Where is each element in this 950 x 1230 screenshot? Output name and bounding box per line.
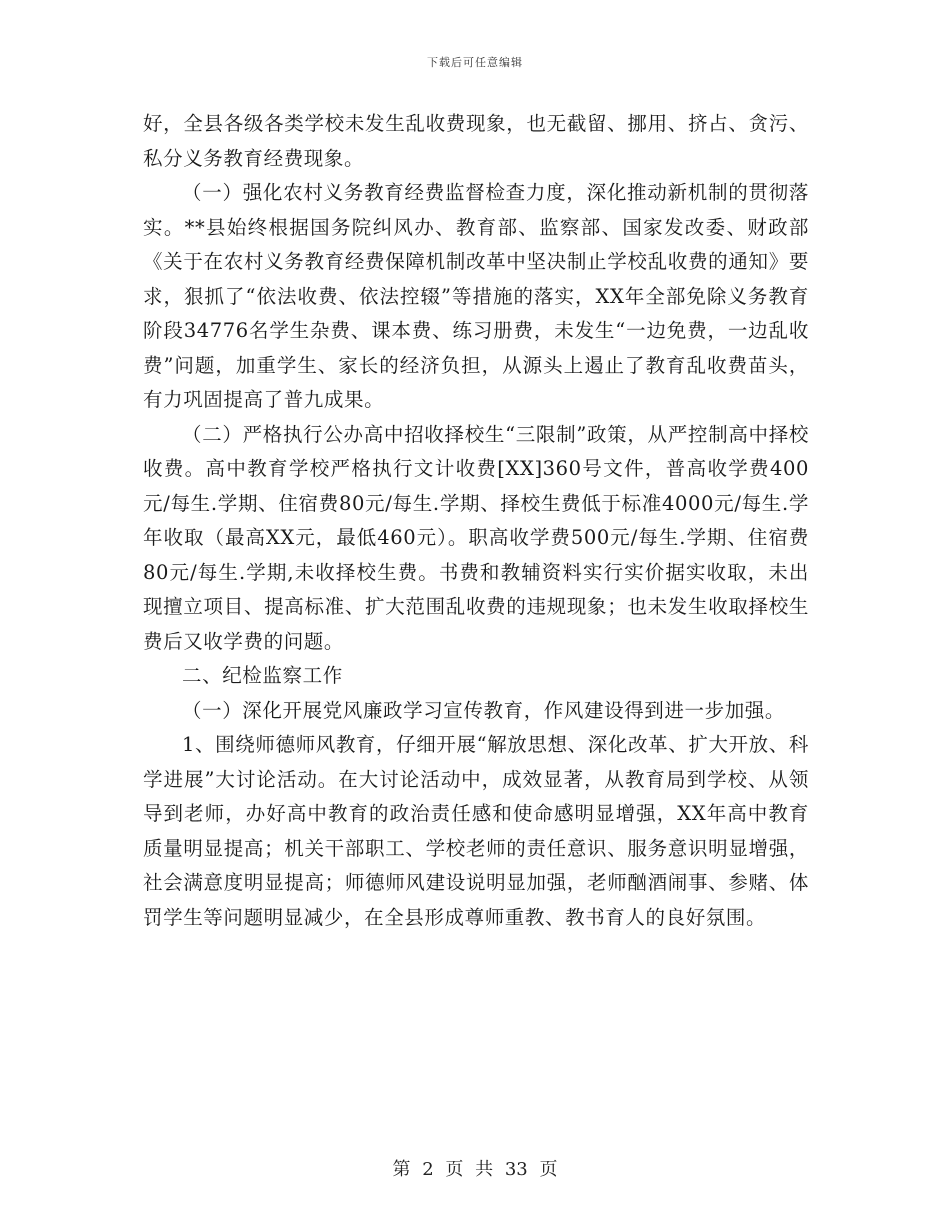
paragraph-2: （一）强化农村义务教育经费监督检查力度，深化推动新机制的贯彻落实。**县始终根据国务院纠风办、教育部、监察部、国家发改委、财政部《关于在农村义务教育经费保障机制改革中坚决制止学校乱收费的通知》要求，狠抓了“依法收费、依法控辍”等措施的落实，XX年全部免除义务教育阶段34776名学生杂费、课本费、练习册费，未发生“一边免费，一边乱收费”问题，加重学生、家长的经济负担，从源头上遏止了教育乱收费苗头，有力巩固提高了普九成果。: [143, 181, 809, 411]
document-body: [143, 107, 809, 935]
paragraph-4: （一）深化开展党风廉政学习宣传教育，作风建设得到进一步加强。: [182, 698, 786, 722]
paragraph-1: 好，全县各级各类学校未发生乱收费现象，也无截留、挪用、挤占、贪污、私分义务教育经费现象。: [143, 112, 809, 170]
header-note: 下载后可任意编辑: [427, 56, 523, 69]
section-heading: 二、纪检监察工作: [182, 664, 343, 687]
page-number: 第 2 页 共 33 页: [392, 1159, 558, 1180]
paragraph-3: （二）严格执行公办高中招收择校生“三限制”政策，从严控制高中择校收费。高中教育学校严格执行文计收费[XX]360号文件，普高收学费400元/每生.学期、住宿费80元/每生.学期、择校生费低于标准4000元/每生.学年收取（最高XX元，最低460元）。职高收学费500元/每生.学期、住宿费80元/每生.学期,未收择校生费。书费和教辅资料实行实价据实收取，未出现擅立项目、提高标准、扩大范围乱收费的违规现象；也未发生收取择校生费后又收学费的问题。: [143, 422, 809, 653]
paragraph-5: 1、围绕师德师风教育，仔细开展“解放思想、深化改革、扩大开放、科学进展”大讨论活动。在大讨论活动中，成效显著，从教育局到学校、从领导到老师，办好高中教育的政治责任感和使命感明显增强，XX年高中教育质量明显提高；机关干部职工、学校老师的责任意识、服务意识明显增强，社会满意度明显提高；师德师风建设说明显加强，老师酗酒闹事、参赌、体罚学生等问题明显减少，在全县形成尊师重教、教书育人的良好氛围。: [143, 733, 809, 929]
